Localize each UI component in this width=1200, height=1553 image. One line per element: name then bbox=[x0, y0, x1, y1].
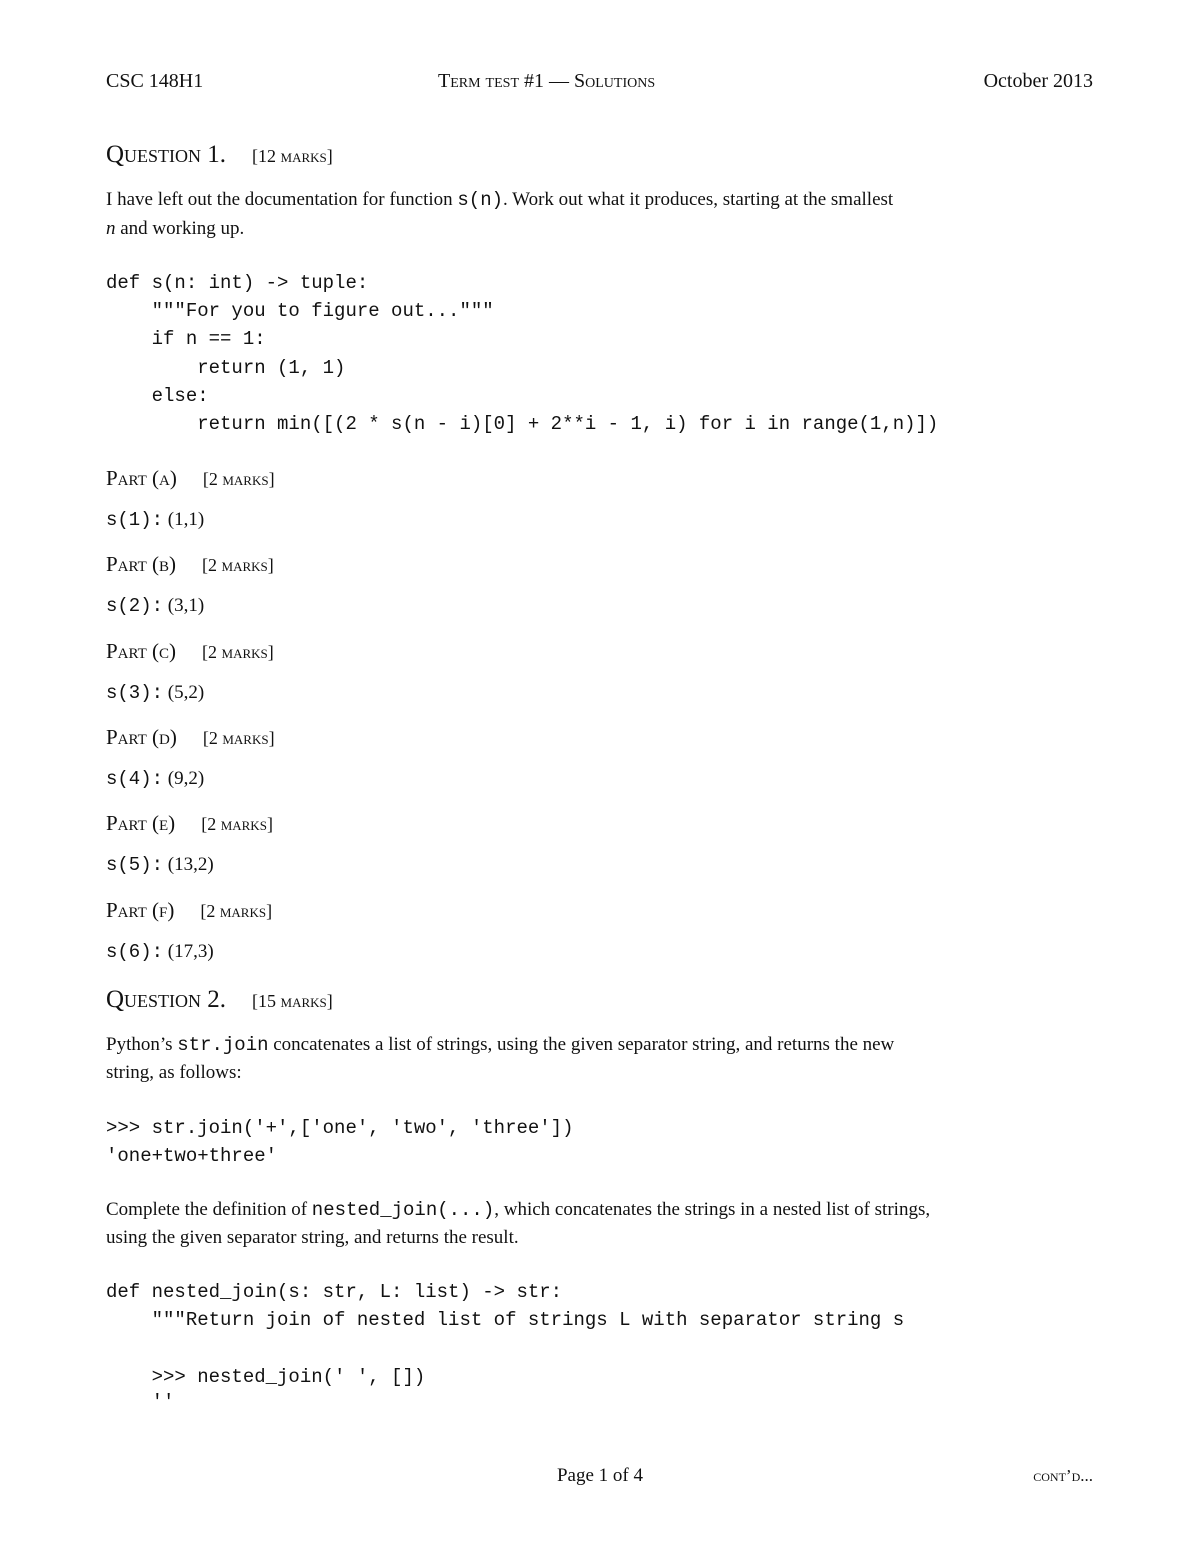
q1-intro: I have left out the documentation for function s(n). Work out what it produces, starting at the smallest bbox=[106, 189, 894, 211]
code-line: """For you to figure out...""" bbox=[106, 300, 494, 322]
part-b-answer: s(2): (3,1) bbox=[106, 595, 205, 617]
part-c-heading: Part (c)[ 2 marks ] bbox=[106, 638, 274, 665]
code-line: >>> nested_join(' ', []) bbox=[106, 1366, 426, 1388]
q2-paragraph-2-line2: using the given separator string, and returns the result. bbox=[106, 1227, 519, 1248]
document-date: October 2013 bbox=[983, 70, 1093, 92]
marks: [ 12 marks ] bbox=[252, 146, 333, 166]
continued-label: cont’d... bbox=[1033, 1466, 1093, 1485]
code-line: """Return join of nested list of strings L with separator string s bbox=[106, 1309, 905, 1331]
course-code: CSC 148H1 bbox=[106, 70, 204, 92]
code-line: def s(n: int) -> tuple: bbox=[106, 272, 369, 294]
code-line: '' bbox=[106, 1391, 175, 1413]
part-b-heading: Part (b)[ 2 marks ] bbox=[106, 551, 274, 578]
code-line: if n == 1: bbox=[106, 328, 266, 350]
part-f-heading: Part (f)[ 2 marks ] bbox=[106, 897, 272, 924]
example-line: >>> str.join('+',['one', 'two', 'three']) bbox=[106, 1117, 574, 1139]
question-title: Question 1. bbox=[106, 141, 227, 168]
part-a-answer: s(1): (1,1) bbox=[106, 509, 205, 531]
code-line: def nested_join(s: str, L: list) -> str: bbox=[106, 1281, 563, 1303]
code-line: return (1, 1) bbox=[106, 357, 346, 379]
code-line: else: bbox=[106, 385, 209, 407]
part-f-answer: s(6): (17,3) bbox=[106, 941, 214, 963]
marks: [ 15 marks ] bbox=[252, 991, 333, 1011]
document-title: Term test #1 — Solutions bbox=[438, 70, 656, 92]
page-number: Page 1 of 4 bbox=[556, 1465, 643, 1486]
q2-paragraph-1: Python’s str.join concatenates a list of strings, using the given separator string, and returns the new bbox=[106, 1034, 895, 1056]
question-title: Question 2. bbox=[106, 986, 227, 1013]
part-c-answer: s(3): (5,2) bbox=[106, 682, 205, 704]
code-line: return min([(2 * s(n - i)[0] + 2**i - 1, i) for i in range(1,n)]) bbox=[106, 413, 939, 435]
q2-paragraph-1-line2: string, as follows: bbox=[106, 1062, 242, 1083]
part-a-heading: Part (a)[ 2 marks ] bbox=[106, 465, 275, 492]
part-d-answer: s(4): (9,2) bbox=[106, 768, 205, 790]
part-d-heading: Part (d)[ 2 marks ] bbox=[106, 724, 275, 751]
example-line: 'one+two+three' bbox=[106, 1145, 278, 1167]
part-e-heading: Part (e)[ 2 marks ] bbox=[106, 810, 273, 837]
question-2-heading bbox=[106, 985, 333, 1016]
question-1-heading bbox=[106, 140, 333, 171]
q2-paragraph-2: Complete the definition of nested_join(...), which concatenates the strings in a nested list of strings, bbox=[106, 1199, 931, 1221]
part-e-answer: s(5): (13,2) bbox=[106, 854, 214, 876]
q1-intro-line2: n and working up. bbox=[106, 218, 245, 239]
